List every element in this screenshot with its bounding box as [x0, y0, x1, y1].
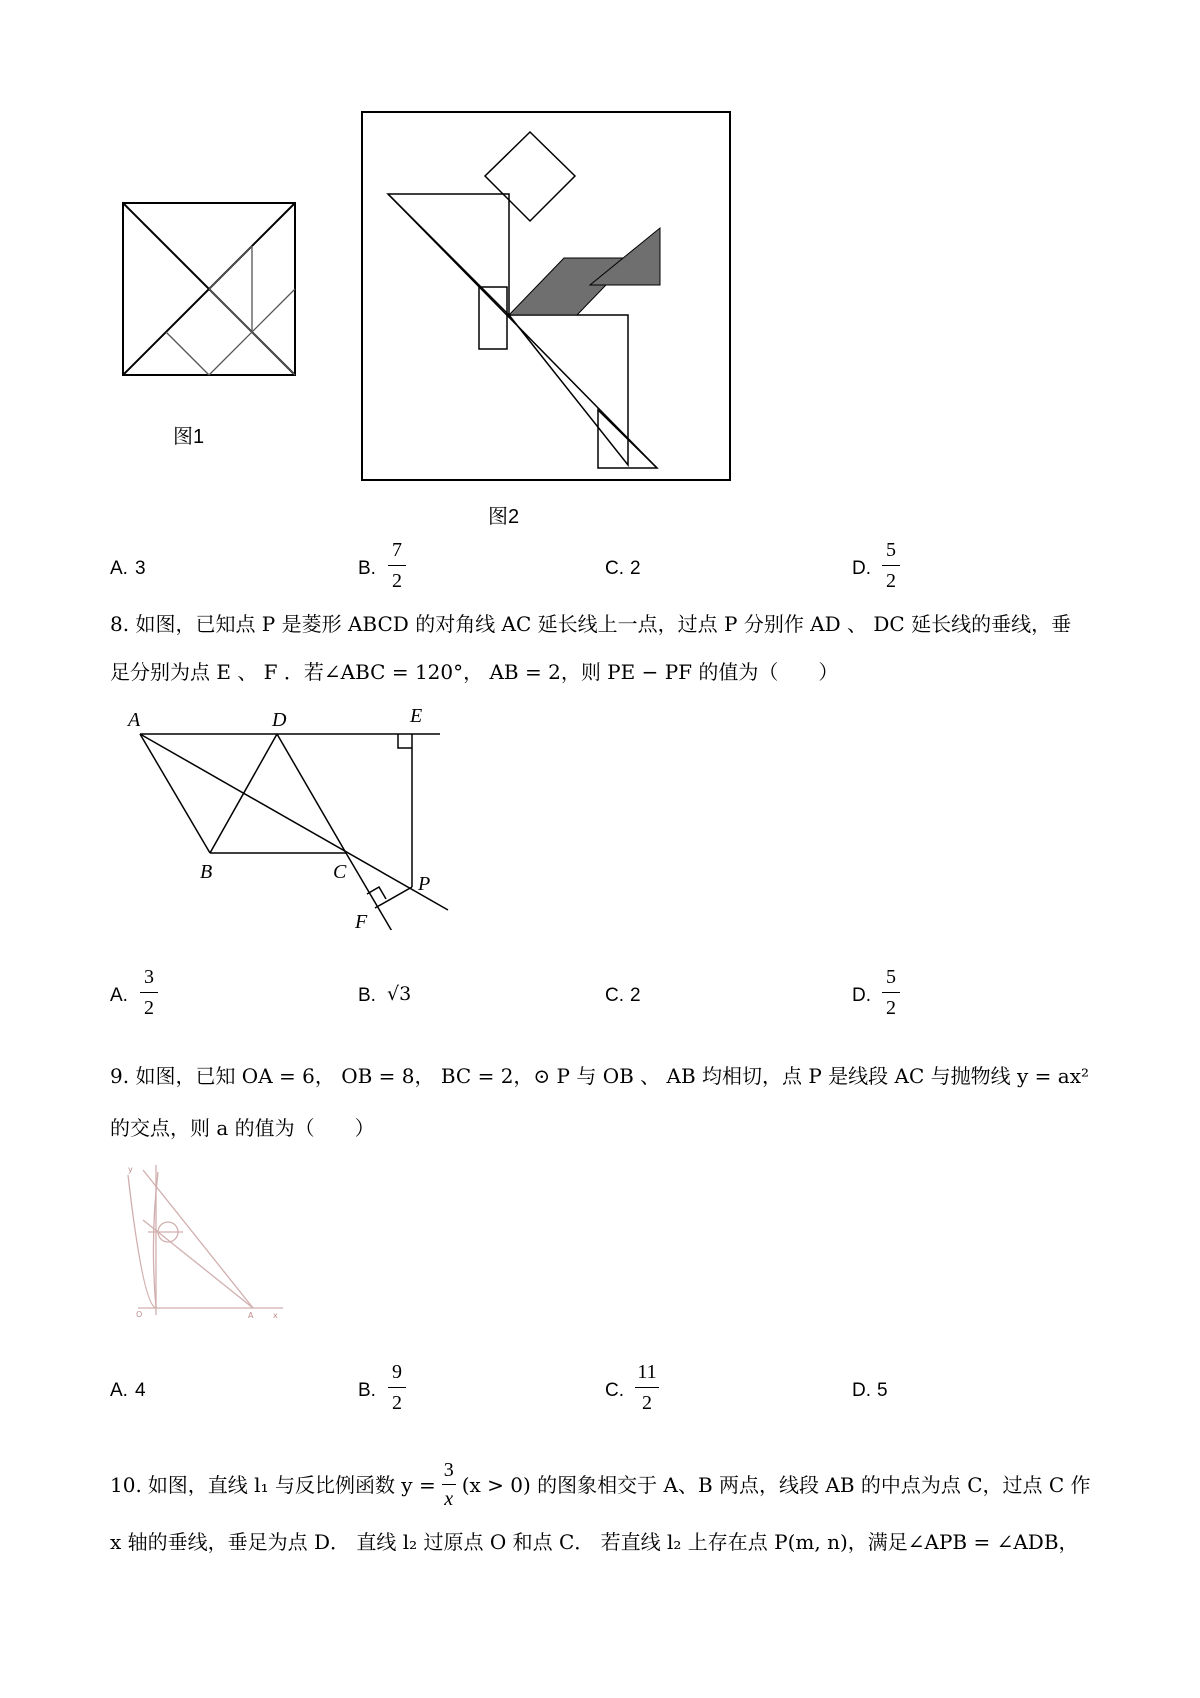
question-number: 10.	[110, 1472, 142, 1497]
figure-2-caption: 图2	[488, 506, 520, 528]
inline-fraction: 3 x	[443, 1459, 454, 1510]
option-fraction: 9 2	[388, 1362, 406, 1413]
label-p: P	[418, 873, 431, 895]
question-number: 8.	[110, 612, 130, 636]
option-fraction: 11 2	[635, 1362, 659, 1413]
label-e: E	[410, 705, 423, 727]
option-fraction: 7 2	[388, 540, 406, 591]
label-f: F	[355, 911, 368, 930]
tangram-figure-2	[360, 110, 740, 490]
option-letter: A.	[110, 558, 128, 579]
option-fraction: 3 2	[140, 967, 158, 1018]
label-c: C	[333, 861, 347, 883]
q10-text-line2: x 轴的垂线，垂足为点 D． 直线 l₂ 过原点 O 和点 C． 若直线 l₂ 上存在点 P(m, n)，满足∠APB = ∠ADB，	[110, 1530, 1079, 1554]
q9-text-line2: 的交点，则 a 的值为（ ）	[110, 1116, 375, 1140]
svg-text:y: y	[128, 1165, 133, 1174]
option-value: 4	[135, 1380, 146, 1401]
option-letter: A.	[110, 985, 128, 1006]
option-value: 2	[630, 985, 641, 1006]
option-value: 3	[135, 558, 146, 579]
option-fraction: 5 2	[882, 967, 900, 1018]
q10-text-line1: 10. 如图，直线 l₁ 与反比例函数 y = 3 x (x > 0) 的图象相交于 A、B 两点，线段 AB 的中点为点 C，过点 C 作	[110, 1459, 1091, 1510]
option-letter: B.	[358, 985, 376, 1006]
option-value: 2	[630, 558, 641, 579]
option-letter: C.	[605, 1380, 624, 1401]
option-value: 5	[877, 1380, 888, 1401]
option-letter: D.	[852, 985, 871, 1006]
option-value: √3	[387, 983, 412, 1005]
tangram-figure-1	[115, 195, 305, 385]
label-d: D	[272, 709, 287, 731]
q8-text-line1: 8. 如图，已知点 P 是菱形 ABCD 的对角线 AC 延长线上一点，过点 P 分别作 AD 、 DC 延长线的垂线，垂	[110, 612, 1072, 636]
option-fraction: 5 2	[882, 540, 900, 591]
q9-text-line1: 9. 如图，已知 OA = 6， OB = 8， BC = 2，⊙ P 与 OB 、 AB 均相切，点 P 是线段 AC 与抛物线 y = ax²	[110, 1064, 1089, 1088]
option-letter: D.	[852, 1380, 871, 1401]
option-letter: B.	[358, 1380, 376, 1401]
label-a: A	[128, 709, 141, 731]
svg-text:O: O	[136, 1310, 143, 1319]
q8-text-line2: 足分别为点 E 、 F ．若∠ABC = 120°， AB = 2，则 PE − PF 的值为（ ）	[110, 660, 839, 684]
option-letter: B.	[358, 558, 376, 579]
question-number: 9.	[110, 1064, 130, 1088]
label-b: B	[200, 861, 213, 883]
option-letter: C.	[605, 558, 624, 579]
rhombus-figure	[120, 700, 460, 930]
parabola-figure	[118, 1160, 288, 1320]
svg-text:x: x	[273, 1311, 278, 1320]
figure-1-caption: 图1	[173, 426, 205, 448]
option-letter: D.	[852, 558, 871, 579]
option-letter: A.	[110, 1380, 128, 1401]
option-letter: C.	[605, 985, 624, 1006]
svg-text:A: A	[248, 1311, 254, 1320]
